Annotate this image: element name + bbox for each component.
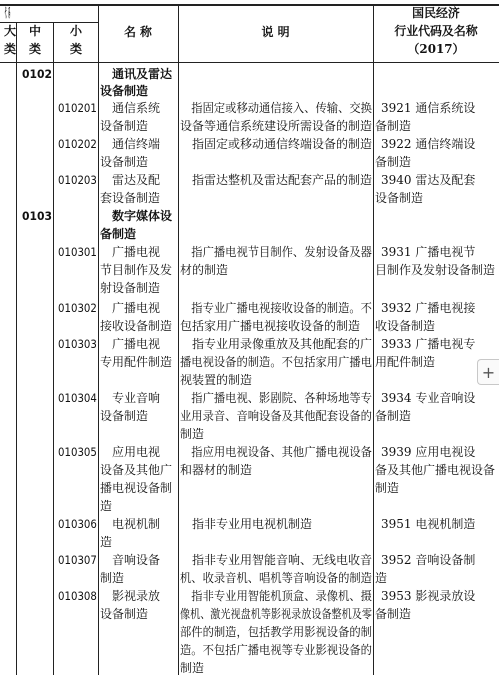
row-std-line: 3933 广播电视专 <box>381 337 476 351</box>
row-std-line: 制造 <box>375 481 400 495</box>
row-name-line: 造 <box>100 499 113 513</box>
col-rule-4 <box>178 4 179 675</box>
row-name-line: 广播电视 <box>100 301 161 315</box>
row-std-line: 3952 音响设备制 <box>381 553 476 567</box>
expand-plus-button[interactable]: + <box>477 359 499 385</box>
header-major: 大类 <box>3 24 16 56</box>
row-name-line: 广播电视 <box>100 245 161 259</box>
row-code: 010303 <box>58 337 97 351</box>
row-std-line: 3939 应用电视设 <box>381 445 476 459</box>
row-name-line: 广播电视 <box>100 337 161 351</box>
row-std-line: 备制造 <box>375 409 412 423</box>
row-name-line: 节目制作及发 <box>100 263 173 277</box>
row-std-line: 3934 专业音响设 <box>381 391 476 405</box>
section-code: 0102 <box>22 67 53 81</box>
row-code: 010306 <box>58 517 97 531</box>
row-code: 010201 <box>58 101 97 115</box>
row-name-line: 制造 <box>100 571 125 585</box>
row-std-line: 3922 通信终端设 <box>381 137 476 151</box>
col-rule-5 <box>373 4 374 675</box>
row-code: 010307 <box>58 553 97 567</box>
header-medium: 中类 <box>28 24 41 56</box>
row-code: 010304 <box>58 391 97 405</box>
row-desc-line: 指雷达整机及雷达配套产品的制造 <box>180 173 373 187</box>
section-name-line: 通讯及雷达 <box>112 67 173 81</box>
row-desc-line: 包括家用广播电视接收设备的制造 <box>180 319 361 333</box>
row-std-line: 用配件制造 <box>375 355 436 369</box>
row-desc-line: 造。不包括广播电视等专业影视设备的 <box>180 643 372 657</box>
row-desc-line: 材的制造 <box>180 263 229 277</box>
row-desc-line: 指应用电视设备、其他广播电视设备 <box>180 445 372 459</box>
header-name: 名 称 <box>124 25 152 39</box>
row-name-line: 造 <box>100 535 113 549</box>
row-name-line: 接收设备制造 <box>100 319 173 333</box>
row-code: 010203 <box>58 173 97 187</box>
row-code: 010202 <box>58 137 97 151</box>
row-name-line: 设备制造 <box>100 409 149 423</box>
row-std-line: 3932 广播电视接 <box>381 301 476 315</box>
header-std-3: （2017） <box>407 42 465 56</box>
row-std-line: 设备制造 <box>375 191 424 205</box>
row-desc-line: 制造 <box>180 661 205 675</box>
row-std-line: 3921 通信系统设 <box>381 101 476 115</box>
row-desc-line: 设备等通信系统建设所需设备的制造 <box>180 119 373 133</box>
row-std-line: 3940 雷达及配套 <box>381 173 476 187</box>
row-desc-line: 像机、激光视盘机等影视录放设备整机及零 <box>180 607 372 621</box>
row-name-line: 音响设备 <box>100 553 161 567</box>
col-rule-1 <box>16 22 17 675</box>
row-name-line: 射设备制造 <box>100 281 161 295</box>
row-desc-line: 和器材的制造 <box>180 463 253 477</box>
row-std-line: 备制造 <box>375 155 412 169</box>
col-rule-3 <box>98 4 99 675</box>
row-name-line: 电视机制 <box>100 517 161 531</box>
section-name-line: 设备制造 <box>100 84 149 98</box>
section-name-line: 数字媒体设 <box>112 209 173 223</box>
row-std-line: 收设备制造 <box>375 319 436 333</box>
row-desc-line: 播电视设备的制造。不包括家用广播电 <box>180 355 372 369</box>
row-name-line: 设备制造 <box>100 607 149 621</box>
row-code: 010302 <box>58 301 97 315</box>
row-desc-line: 指专业用录像重放及其他配套的广 <box>180 337 373 351</box>
row-name-line: 影视录放 <box>100 589 161 603</box>
row-desc-line: 指广播电视、影剧院、各种场地等专 <box>180 391 372 405</box>
row-desc-line: 指固定或移动通信接入、传输、交换 <box>180 101 372 115</box>
row-code: 010308 <box>58 589 97 603</box>
row-name-line: 专业音响 <box>100 391 161 405</box>
row-name-line: 设备制造 <box>100 155 149 169</box>
row-desc-line: 指非专业用智能音响、无线电收音 <box>180 553 373 567</box>
row-name-line: 设备制造 <box>100 119 149 133</box>
row-desc-line: 视装置的制造 <box>180 373 253 387</box>
row-code: 010305 <box>58 445 97 459</box>
section-name-line: 备制造 <box>100 227 137 241</box>
header-minor: 小类 <box>69 24 82 56</box>
row-name-line: 雷达及配 <box>100 173 161 187</box>
row-std-line: 备制造 <box>375 119 412 133</box>
row-name-line: 通信终端 <box>100 137 161 151</box>
row-std-line: 3931 广播电视节 <box>381 245 476 259</box>
row-desc-line: 指固定或移动通信终端设备的制造 <box>180 137 373 151</box>
row-std-line: 目制作及发射设备制造 <box>375 263 496 277</box>
row-desc-line: 制造 <box>180 427 205 441</box>
row-desc-line: 部件的制造，包括教学用影视设备的制 <box>180 625 372 639</box>
section-code: 0103 <box>22 209 53 223</box>
row-name-line: 套设备制造 <box>100 191 161 205</box>
row-std-line: 3951 电视机制造 <box>381 517 476 531</box>
header-std-2: 行业代码及名称 <box>394 24 478 38</box>
row-desc-line: 机、收录音机、唱机等音响设备的制造 <box>180 571 372 585</box>
row-name-line: 播电视设备制 <box>100 481 173 495</box>
row-name-line: 设备及其他广 <box>100 463 173 477</box>
row-desc-line: 指广播电视节目制作、发射设备及器 <box>180 245 372 259</box>
header-desc: 说 明 <box>261 25 290 39</box>
row-desc-line: 业用录音、音响设备及其他配套设备的 <box>180 409 372 423</box>
row-desc-line: 指非专业用智能机顶盒、录像机、摄 <box>180 589 372 603</box>
col-rule-2 <box>53 22 54 675</box>
header-bottom-rule <box>0 62 499 63</box>
row-desc-line: 指专业广播电视接收设备的制造。不 <box>180 301 372 315</box>
header-code-group: 代 码 <box>4 6 11 20</box>
row-std-line: 3953 影视录放设 <box>381 589 476 603</box>
row-code: 010301 <box>58 245 97 259</box>
row-name-line: 应用电视 <box>100 445 161 459</box>
row-std-line: 备及其他广播电视设备 <box>375 463 496 477</box>
row-std-line: 造 <box>375 571 388 585</box>
row-desc-line: 指非专业用电视机制造 <box>180 517 313 531</box>
row-name-line: 通信系统 <box>100 101 161 115</box>
row-name-line: 专用配件制造 <box>100 355 173 369</box>
header-std-1: 国民经济 <box>412 6 460 20</box>
row-std-line: 备制造 <box>375 607 412 621</box>
